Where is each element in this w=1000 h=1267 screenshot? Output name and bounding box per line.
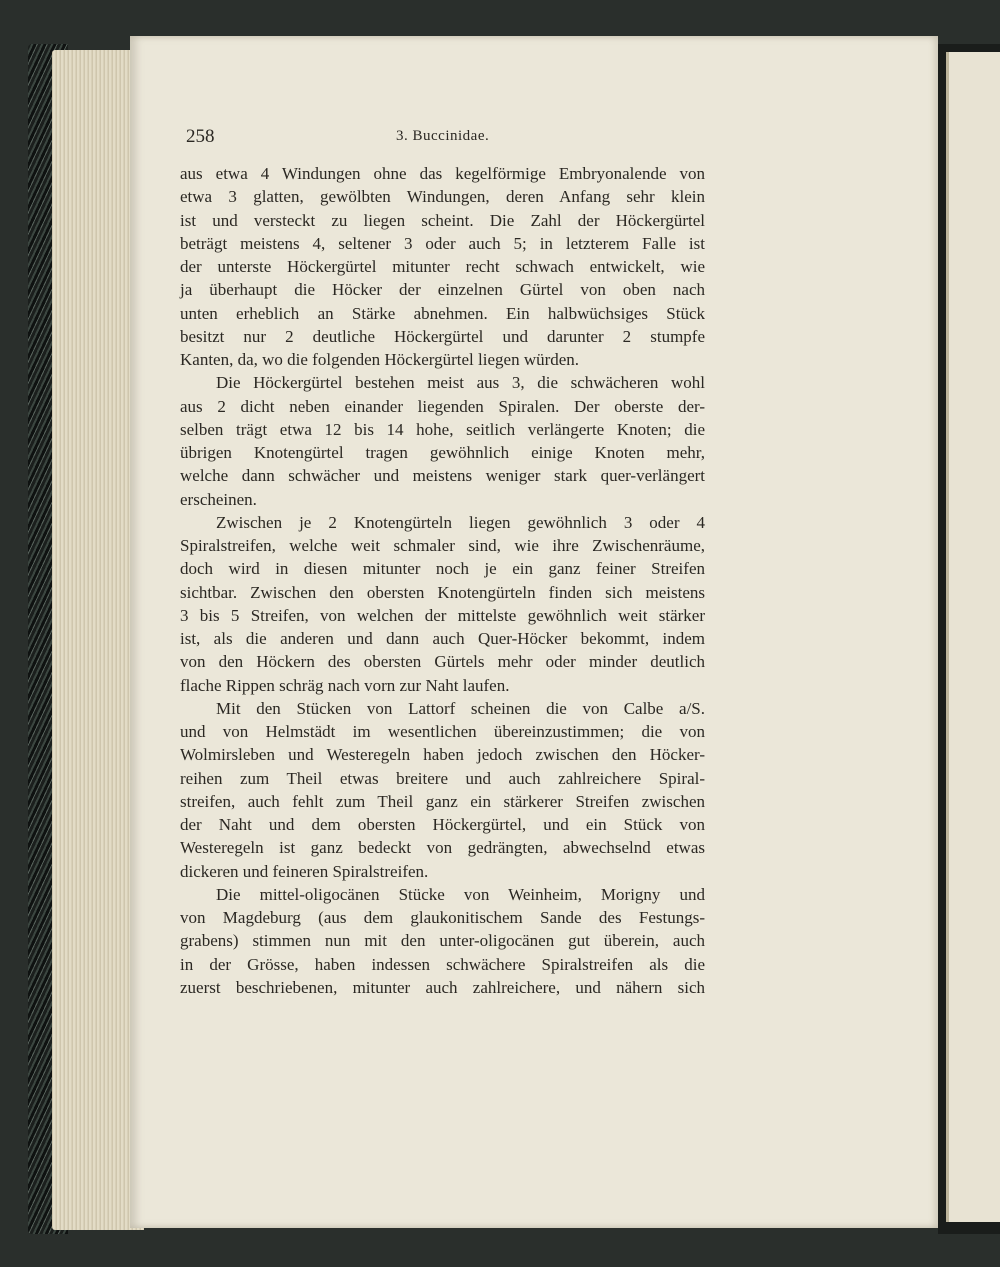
text-line: von den Höckern des obersten Gürtels mehr oder minder deutlich xyxy=(180,652,705,672)
text-line: ist, als die anderen und dann auch Quer-Höcker bekommt, indem xyxy=(180,629,705,648)
text-line: der Naht und dem obersten Höckergürtel, und ein Stück von xyxy=(180,815,705,834)
text-line: Spiralstreifen, welche weit schmaler sind, wie ihre Zwischenräume, xyxy=(180,536,705,555)
text-line: Mit den Stücken von Lattorf scheinen die von Calbe a/S. xyxy=(216,698,705,718)
text-line: dickeren und feineren Spiralstreifen. xyxy=(180,861,429,881)
text-line: reihen zum Theil etwas breitere und auch zahlreichere Spiral- xyxy=(180,768,705,788)
text-line: in der Grösse, haben indessen schwächere Spiralstreifen als die xyxy=(180,954,705,974)
text-line: der unterste Höckergürtel mitunter recht schwach entwickelt, wie xyxy=(180,257,705,276)
text-line: Wolmirsleben und Westeregeln haben jedoch zwischen den Höcker- xyxy=(180,745,705,765)
text-line: Die mittel-oligocänen Stücke von Weinheim, Morigny und xyxy=(216,884,705,904)
paragraph xyxy=(180,162,705,371)
body-text xyxy=(180,162,705,999)
paragraph xyxy=(180,883,705,999)
text-line: Westeregeln ist ganz bedeckt von gedrängten, abwechselnd etwas xyxy=(180,838,705,858)
text-line: zuerst beschriebenen, mitunter auch zahlreichere, und nähern sich xyxy=(180,977,705,997)
text-line: Die Höckergürtel bestehen meist aus 3, die schwächeren wohl xyxy=(216,373,705,393)
text-line: selben trägt etwa 12 bis 14 hohe, seitlich verlängerte Knoten; die xyxy=(180,419,705,439)
text-line: unten erheblich an Stärke abnehmen. Ein halbwüchsiges Stück xyxy=(180,303,705,323)
text-line: ja überhaupt die Höcker der einzelnen Gürtel von oben nach xyxy=(180,280,705,300)
page-number: 258 xyxy=(186,126,215,147)
text-line: grabens) stimmen nun mit den unter-oligocänen gut überein, auch xyxy=(180,931,705,951)
text-line: aus 2 dicht neben einander liegenden Spiralen. Der oberste der- xyxy=(180,396,705,416)
text-line: übrigen Knotengürtel tragen gewöhnlich einige Knoten mehr, xyxy=(180,443,705,462)
text-line: sichtbar. Zwischen den obersten Knotengürteln finden sich meistens xyxy=(180,582,705,602)
text-line: ist und versteckt zu liegen scheint. Die Zahl der Höckergürtel xyxy=(180,210,705,230)
text-line: Kanten, da, wo die folgenden Höckergürtel liegen würden. xyxy=(180,350,580,369)
paragraph xyxy=(180,697,705,883)
text-line: besitzt nur 2 deutliche Höckergürtel und darunter 2 stumpfe xyxy=(180,326,705,346)
text-line: flache Rippen schräg nach vorn zur Naht laufen. xyxy=(180,675,510,695)
text-line: welche dann schwächer und meistens weniger stark quer-verlängert xyxy=(180,466,705,486)
text-line: streifen, auch fehlt zum Theil ganz ein stärkerer Streifen zwischen xyxy=(180,791,705,811)
text-line: erscheinen. xyxy=(180,489,257,509)
facing-page-edge xyxy=(946,52,1000,1222)
page-header xyxy=(186,126,706,154)
text-line: und von Helmstädt im wesentlichen übereinzustimmen; die von xyxy=(180,722,705,741)
text-line: 3 bis 5 Streifen, von welchen der mittelste gewöhnlich weit stärker xyxy=(180,605,705,625)
text-line: aus etwa 4 Windungen ohne das kegelförmige Embryonalende von xyxy=(180,164,705,183)
text-line: beträgt meistens 4, seltener 3 oder auch 5; in letzterem Falle ist xyxy=(180,233,705,253)
text-line: Zwischen je 2 Knotengürteln liegen gewöhnlich 3 oder 4 xyxy=(216,512,705,532)
paragraph xyxy=(180,371,705,511)
paragraph xyxy=(180,511,705,697)
text-line: etwa 3 glatten, gewölbten Windungen, deren Anfang sehr klein xyxy=(180,187,705,207)
text-line: doch wird in diesen mitunter noch je ein ganz feiner Streifen xyxy=(180,559,705,579)
text-line: von Magdeburg (aus dem glaukonitischem Sande des Festungs- xyxy=(180,908,705,927)
running-head: 3. Buccinidae. xyxy=(396,128,490,144)
